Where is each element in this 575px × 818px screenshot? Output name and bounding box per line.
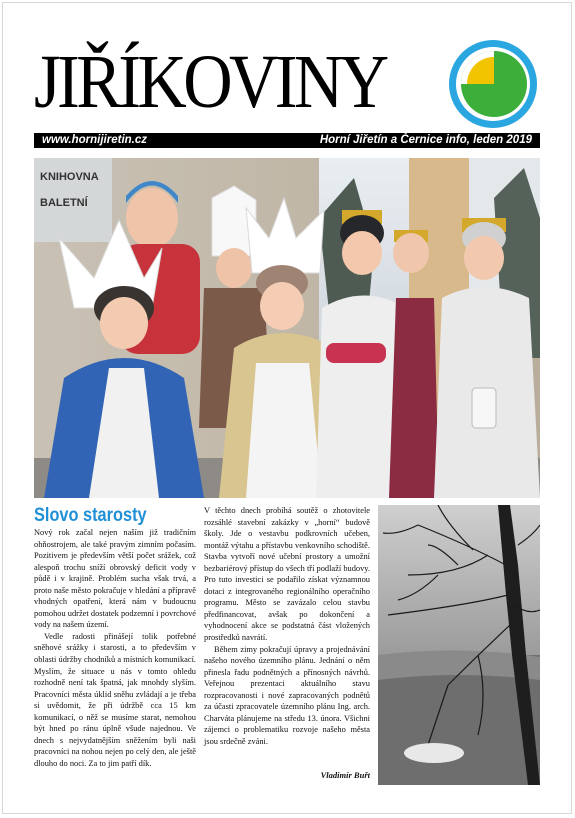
- issue-info: Horní Jiřetín a Černice info, leden 2019: [319, 134, 532, 146]
- masthead: [34, 36, 444, 128]
- article-title: Slovo starosty: [34, 505, 147, 526]
- article-paragraph: Vedle radosti přinášejí tolik potřebné sněhové srážky i starosti, a to především v oblasti údržby chodníků a místních komunikací. Myslím, že situace u nás v tomto ohledu rozhodně není tak špatná, jak mnohdy slyším. Pracovníci města úklid sněhu zvládají a je třeba si uvědomit, že při údržbě cca 15 km komunikací, o něž se musíme starat, nemohou být hned po ránu úplně všude najednou. Ve dnech s nejvydatnějším sněžením byli naši pracovníci na nohou nejen po celý den, ale ještě dlouho do noci. Za to jim patří dík.: [34, 631, 196, 768]
- photo-sign-line2: BALETNÍ: [40, 197, 88, 209]
- article-column-2: [204, 505, 370, 747]
- header-bar: [34, 133, 540, 148]
- author-signature: Vladimír Buřt: [320, 770, 370, 780]
- article-paragraph: Během zimy pokračují úpravy a projednávání našeho nového územního plánu. Jednání o něm přinesla řadu podnětných a přínosných návrhů. Veřejnou prezentaci aktuálního stavu rozpracovanosti i nové zapracovaných podnětů za účasti zpracovatele územního plánu Ing. arch. Charváta plánujeme na středu 13. února. Všichni zájemci o problematiku rozvoje našeho města jsou srdečně zváni.: [204, 644, 370, 746]
- website-link[interactable]: www.hornijiretin.cz: [42, 134, 147, 146]
- cover-photo-three-kings: [34, 158, 540, 498]
- article-paragraph: Nový rok začal nejen naším již tradičním ohňostrojem, ale také pravým zimním počasím. Pozitivem je především větší počet srážek, což alespoň trochu sníží obrovský deficit vody v půdě i v krajině. Problém sucha však trvá, a proto naše město pokračuje v hledání a přípravě vhodných opatření, která nám v budoucnu pomohou udržet dostatek podzemní i povrchové vody na našem území.: [34, 528, 196, 630]
- article-column-1: [34, 527, 196, 769]
- winter-tree-photo: [378, 505, 540, 785]
- winter-tree-illustration: [378, 505, 540, 785]
- town-logo-icon: [447, 38, 539, 130]
- masthead-title: JIŘÍKOVINY: [34, 40, 386, 124]
- photo-sign-line1: KNIHOVNA: [40, 171, 99, 183]
- cover-photo-illustration: [34, 158, 540, 498]
- article-paragraph: V těchto dnech probíhá soutěž o zhotovitele rozsáhlé stavební zakázky v „horní“ budově školy. Jde o vestavbu podkrovních učeben, montáž výtahu a přístavbu venkovního schodiště. Stavba vytvoří nové učební prostory a umožní bezbariérový přístup do všech tří podlaží budovy. Pro tuto investici se podařilo získat významnou dotaci z integrovaného regionálního operačního programu. Město se zavázalo celou stavbu předfinancovat, avšak po dokončení a vyhodnocení akce se podstatná část vložených prostředků navrátí.: [204, 506, 370, 643]
